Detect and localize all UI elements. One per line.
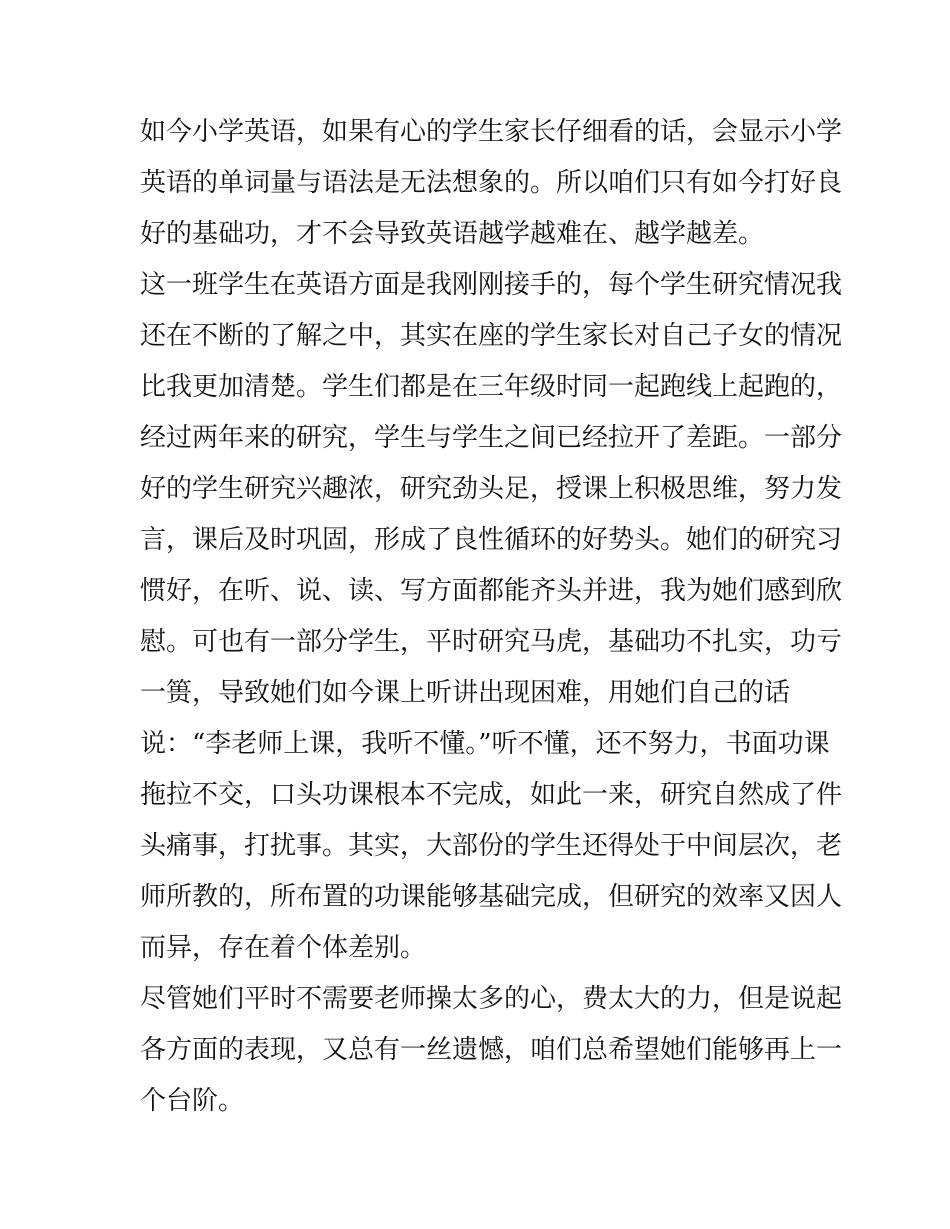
text-line: 慰。可也有一部分学生，平时研究马虎，基础功不扎实，功亏 (140, 627, 843, 657)
text-line: 头痛事，打扰事。其实，大部份的学生还得处于中间层次，老 (140, 831, 843, 861)
text-line: 一篑，导致她们如今课上听讲出现困难，用她们自己的话 (140, 678, 791, 708)
text-line: 好的基础功，才不会导致英语越学越难在、越学越差。 (140, 219, 765, 249)
text-line: 各方面的表现，又总有一丝遗憾，咱们总希望她们能够再上一 (140, 1035, 843, 1065)
text-line: 比我更加清楚。学生们都是在三年级时同一起跑线上起跑的， (140, 372, 843, 402)
text-line: 好的学生研究兴趣浓，研究劲头足，授课上积极思维，努力发 (140, 474, 843, 504)
text-line: 如今小学英语，如果有心的学生家长仔细看的话，会显示小学 (140, 117, 843, 147)
text-line: 言，课后及时巩固，形成了良性循环的好势头。她们的研究习 (140, 525, 843, 555)
document-page (140, 107, 843, 1127)
text-line: 而异，存在着个体差别。 (140, 933, 427, 963)
text-line: 师所教的，所布置的功课能够基础完成，但研究的效率又因人 (140, 882, 843, 912)
text-line: 英语的单词量与语法是无法想象的。所以咱们只有如今打好良 (140, 168, 843, 198)
text-line: 尽管她们平时不需要老师操太多的心，费太大的力，但是说起 (140, 984, 843, 1014)
text-line: 惯好，在听、说、读、写方面都能齐头并进，我为她们感到欣 (140, 576, 843, 606)
text-line: 说：“李老师上课，我听不懂。”听不懂，还不努力，书面功课 (140, 729, 830, 759)
text-line: 经过两年来的研究，学生与学生之间已经拉开了差距。一部分 (140, 423, 843, 453)
text-line: 还在不断的了解之中，其实在座的学生家长对自己子女的情况 (140, 321, 843, 351)
text-line: 这一班学生在英语方面是我刚刚接手的，每个学生研究情况我 (140, 270, 843, 300)
text-line: 个台阶。 (140, 1086, 245, 1116)
text-line: 拖拉不交，口头功课根本不完成，如此一来，研究自然成了件 (140, 780, 843, 810)
